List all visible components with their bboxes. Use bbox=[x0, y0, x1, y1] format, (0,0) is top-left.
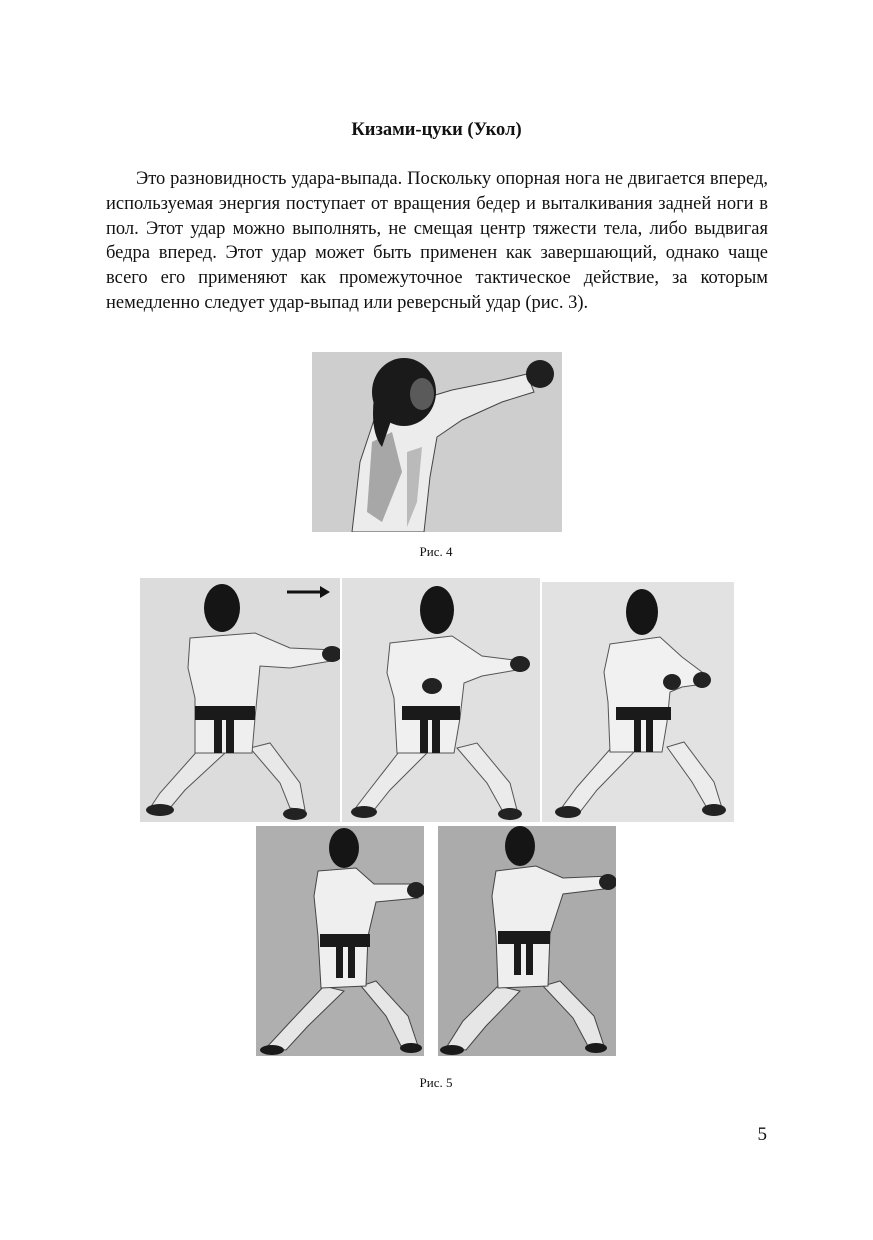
figure-5-photo-2 bbox=[342, 578, 540, 822]
figure-5-photo-5 bbox=[438, 826, 616, 1056]
body-paragraph: Это разновидность удара-выпада. Поскольку опорная нога не двигается вперед, используемая энергия поступает от вращения бедер и выталкивания задней ноги в пол. Этот удар можно выполнять, не смещая центр тяжести тела, либо выдвигая бедра вперед. Этот удар может быть применен как завершающий, однако чаще всего его применяют как промежуточное тактическое действие, за которым немедленно следует удар-выпад или реверсный удар (рис. 3). bbox=[106, 169, 768, 313]
section-heading: Кизами-цуки (Укол) bbox=[351, 120, 522, 140]
figure-5-caption: Рис. 5 bbox=[419, 1075, 453, 1090]
figure-4-photo bbox=[312, 352, 562, 532]
page-number: 5 bbox=[757, 1124, 767, 1145]
figure-5-photo-4 bbox=[256, 826, 424, 1056]
figure-5-photo-3 bbox=[542, 582, 734, 822]
figure-5-photo-1 bbox=[140, 578, 340, 822]
figure-4-caption: Рис. 4 bbox=[419, 544, 453, 559]
